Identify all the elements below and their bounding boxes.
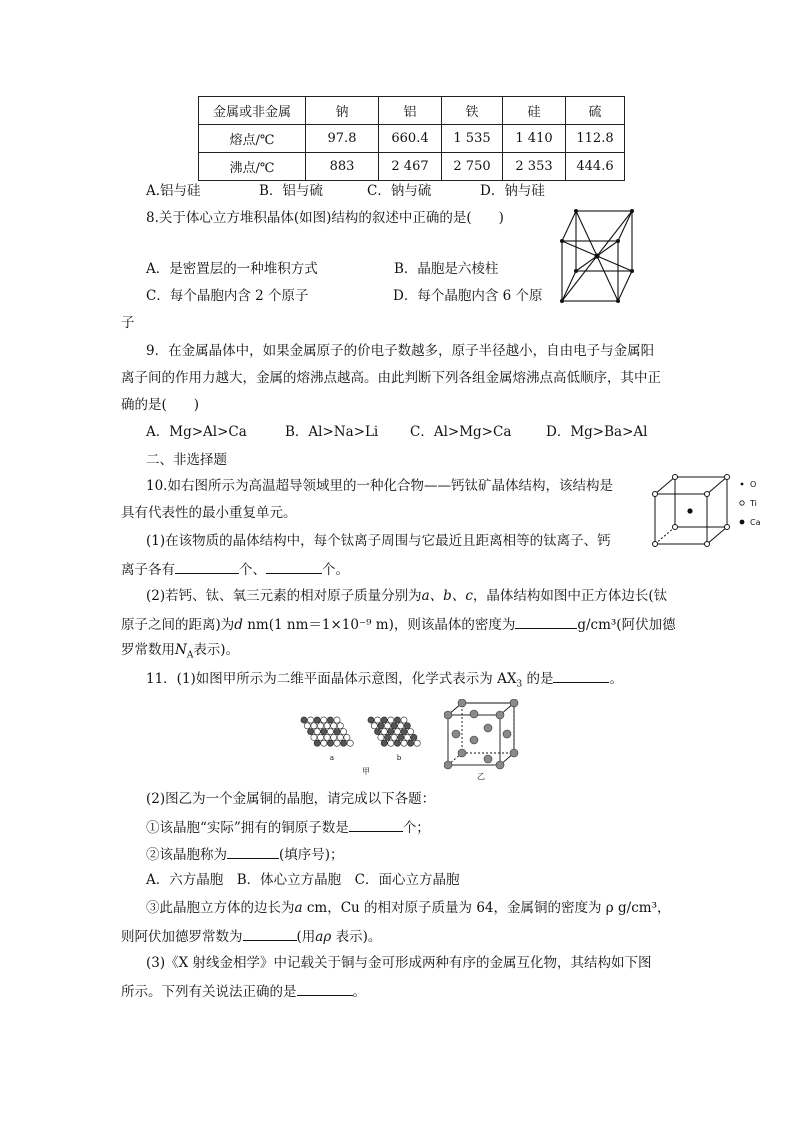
answer-blank[interactable]: [266, 559, 322, 574]
lattice-atom: [327, 729, 333, 735]
q8-option-d: D．每个晶胞内含 6 个原: [393, 288, 543, 304]
section-heading: 二、非选择题: [146, 452, 227, 468]
q10-part1-line2: 离子各有 个、 个。: [121, 559, 349, 579]
q9-option-c: C．Al>Mg>Ca: [410, 424, 512, 440]
lattice-atom: [401, 717, 407, 723]
lattice-atom: [304, 723, 310, 729]
lattice-atom: [404, 723, 410, 729]
figure-yi-fcc-cell: [444, 699, 520, 781]
q10-line1: 10.如右图所示为高温超导领域里的一种化合物——钙钛矿晶体结构，该结构是: [146, 478, 613, 494]
lattice-atom: [378, 723, 384, 729]
table-cell: 444.6: [566, 153, 625, 181]
lattice-atom: [337, 723, 343, 729]
q10-part2-line2: 原子之间的距离)为d nm(1 nm＝1×10⁻⁹ m)，则该晶体的密度为 g/cm³(阿伏加德: [121, 614, 676, 634]
lattice-atom: [334, 740, 340, 746]
table-header-row: [199, 97, 625, 125]
lattice-atom: [404, 734, 410, 740]
bcc-cube-diagram: [556, 206, 642, 306]
lattice-atom: [321, 717, 327, 723]
lattice-atom: [388, 740, 394, 746]
answer-blank[interactable]: [297, 981, 353, 996]
table-cell: 97.8: [306, 125, 379, 153]
table-cell: 1 535: [442, 125, 503, 153]
table-header-cell: 铝: [379, 97, 442, 125]
lattice-atom: [401, 740, 407, 746]
lattice-atom: [327, 717, 333, 723]
table-header-cell: 金属或非金属: [199, 97, 306, 125]
lattice-atom: [301, 717, 307, 723]
table-header-cell: 钠: [306, 97, 379, 125]
lattice-atom: [391, 734, 397, 740]
lattice-atom: [398, 723, 404, 729]
q9-option-a: A．Mg>Al>Ca: [146, 424, 247, 440]
q9-line2: 离子间的作用力越大，金属的熔沸点越高。由此判断下列各组金属熔沸点高低顺序，其中正: [121, 370, 661, 386]
q11-part2-ii: ②该晶胞称为 (填序号)；: [146, 844, 344, 864]
center-atom: [687, 508, 692, 513]
lattice-b: [368, 717, 420, 746]
lattice-atom: [334, 729, 340, 735]
table-cell: 883: [306, 153, 379, 181]
answer-blank[interactable]: [515, 614, 577, 629]
lattice-atom: [334, 717, 340, 723]
perovskite-cube-diagram: [650, 472, 790, 552]
table-header-cell: 硅: [503, 97, 566, 125]
q8-stem: 8.关于体心立方堆积晶体(如图)结构的叙述中正确的是( ): [146, 210, 504, 226]
lattice-atom: [344, 734, 350, 740]
legend-o-label: O: [750, 480, 757, 489]
q9-line3: 确的是( ): [121, 397, 200, 413]
q8-option-a: A．是密置层的一种堆积方式: [146, 261, 318, 277]
q11-part1: 11．(1)如图甲所示为二维平面晶体示意图，化学式表示为 $AX_3$ 的是 。: [146, 668, 623, 694]
body-center-atom: [594, 253, 599, 258]
lattice-atom: [324, 723, 330, 729]
lattice-atom: [375, 717, 381, 723]
answer-blank[interactable]: [227, 844, 279, 859]
lattice-atom: [408, 729, 414, 735]
q7-option-a: A.铝与硅: [146, 183, 201, 199]
table-cell: 2 467: [379, 153, 442, 181]
table-cell: 112.8: [566, 125, 625, 153]
q7-option-d: D．钠与硅: [480, 183, 545, 199]
q10-part2-line1: (2)若钙、钛、氧三元素的相对原子质量分别为a、b、c，晶体结构如图中正方体边长(钛: [146, 588, 668, 604]
lattice-atom: [381, 717, 387, 723]
lattice-atom: [381, 729, 387, 735]
lattice-atom: [311, 734, 317, 740]
answer-blank[interactable]: [175, 559, 239, 574]
lattice-atom: [388, 729, 394, 735]
q11-part2-iii-line1: ③此晶胞立方体的边长为a cm，Cu 的相对原子质量为 64，金属铜的密度为 ρ g/cm³，: [146, 900, 671, 916]
q11-part3-line2: 所示。下列有关说法正确的是 。: [121, 981, 366, 1001]
lattice-atom: [341, 729, 347, 735]
q11-part2-intro: (2)图乙为一个金属铜的晶胞，请完成以下各题：: [146, 791, 436, 807]
figure-jia-2d-lattices: [300, 712, 430, 778]
lattice-a: [301, 717, 353, 746]
q11-part3-line1: (3)《X 射线金相学》中记载关于铜与金可形成两种有序的金属互化物，其结构如下图: [146, 955, 652, 971]
lattice-atom: [394, 729, 400, 735]
lattice-a-label: a: [329, 754, 335, 762]
lattice-atom: [394, 740, 400, 746]
lattice-atom: [317, 734, 323, 740]
q8-option-d-continued: 子: [121, 315, 135, 331]
q10-part1-line1: (1)在该物质的晶体结构中，每个钛离子周围与它最近且距离相等的钛离子、钙: [146, 533, 611, 549]
properties-table: [198, 96, 625, 181]
lattice-atom: [314, 729, 320, 735]
lattice-atom: [317, 723, 323, 729]
q7-option-c: C．钠与硫: [367, 183, 432, 199]
lattice-atom: [321, 740, 327, 746]
table-row: [199, 153, 625, 181]
table-cell: 2 353: [503, 153, 566, 181]
lattice-atom: [314, 717, 320, 723]
lattice-atom: [337, 734, 343, 740]
table-cell: 沸点/℃: [199, 153, 306, 181]
lattice-atom: [371, 723, 377, 729]
table-header-cell: 铁: [442, 97, 503, 125]
lattice-atom: [308, 717, 314, 723]
q8-option-b: B．晶胞是六棱柱: [394, 261, 499, 277]
q9-line1: 9．在金属晶体中，如果金属原子的价电子数越多，原子半径越小，自由电子与金属阳: [146, 343, 655, 359]
lattice-atom: [414, 740, 420, 746]
lattice-atom: [321, 729, 327, 735]
lattice-atom: [401, 729, 407, 735]
q10-part2-line3: 罗常数用$N_A$表示)。: [121, 642, 240, 661]
answer-blank[interactable]: [243, 926, 297, 941]
table-cell: 660.4: [379, 125, 442, 153]
lattice-atom: [347, 740, 353, 746]
figure-jia-label: 甲: [362, 767, 370, 776]
lattice-atom: [324, 734, 330, 740]
lattice-atom: [381, 740, 387, 746]
lattice-atom: [384, 734, 390, 740]
lattice-atom: [375, 729, 381, 735]
lattice-atom: [314, 740, 320, 746]
q11-part2-i: ①该晶胞“实际”拥有的铜原子数是 个；: [146, 817, 430, 837]
lattice-b-label: b: [396, 754, 402, 762]
answer-blank[interactable]: [553, 668, 609, 683]
lattice-atom: [394, 717, 400, 723]
q9-option-d: D．Mg>Ba>Al: [546, 424, 648, 440]
lattice-atom: [408, 740, 414, 746]
q8-option-c: C．每个晶胞内含 2 个原子: [146, 288, 309, 304]
q9-option-b: B．Al>Na>Li: [285, 424, 379, 440]
lattice-atom: [308, 729, 314, 735]
lattice-atom: [384, 723, 390, 729]
lattice-atom: [331, 723, 337, 729]
answer-blank[interactable]: [349, 817, 403, 832]
legend-ti-label: Ti: [750, 499, 757, 508]
lattice-atom: [368, 717, 374, 723]
lattice-atom: [388, 717, 394, 723]
q7-option-b: B．铝与硫: [259, 183, 323, 199]
table-header-cell: 硫: [566, 97, 625, 125]
lattice-atom: [391, 723, 397, 729]
lattice-atom: [411, 734, 417, 740]
q11-part2-iii-line2: 则阿伏加德罗常数为 (用aρ 表示)。: [121, 926, 381, 946]
lattice-atom: [341, 740, 347, 746]
table-cell: 2 750: [442, 153, 503, 181]
lattice-atom: [327, 740, 333, 746]
lattice-atom: [378, 734, 384, 740]
figure-yi-label: 乙: [477, 772, 485, 781]
lattice-atom: [398, 734, 404, 740]
q10-line2: 具有代表性的最小重复单元。: [121, 505, 297, 521]
table-cell: 熔点/℃: [199, 125, 306, 153]
lattice-atom: [311, 723, 317, 729]
lattice-atom: [331, 734, 337, 740]
legend-ca-label: Ca: [750, 518, 761, 527]
table-cell: 1 410: [503, 125, 566, 153]
q11-part2-options: A．六方晶胞 B．体心立方晶胞 C．面心立方晶胞: [146, 872, 460, 888]
table-row: [199, 125, 625, 153]
